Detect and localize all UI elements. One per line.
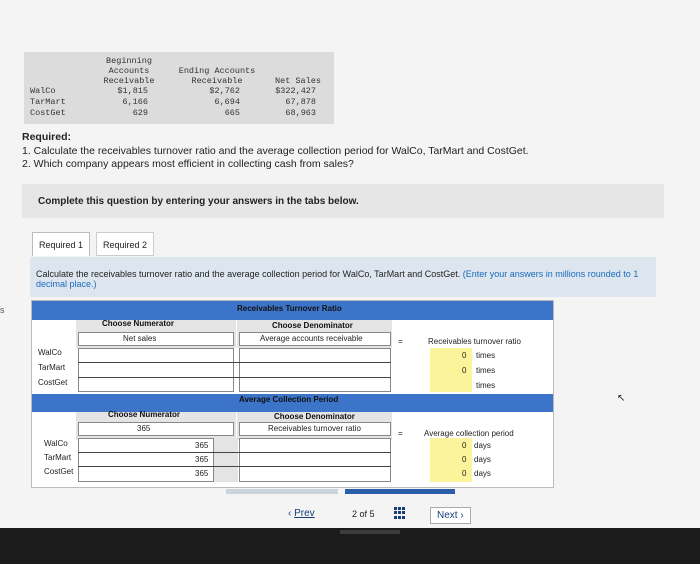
collection-answer[interactable]: 0 <box>462 441 467 450</box>
turnover-title: Receivables Turnover Ratio <box>237 304 342 313</box>
prev-button[interactable] <box>288 508 315 519</box>
edge-mark: s <box>0 305 5 315</box>
beginning-value: $1,815 <box>117 86 148 96</box>
numerator-value: Net sales <box>123 334 157 343</box>
numerator-365: 365 <box>195 469 209 478</box>
equals-sign: = <box>398 337 403 346</box>
collection-denominator-inputs[interactable] <box>239 438 391 482</box>
header-beginning-1: Beginning <box>106 56 152 66</box>
tab-required-1[interactable]: Required 1 <box>32 232 90 256</box>
choose-denominator-label: Choose Denominator <box>272 321 353 330</box>
chevron-right-icon: › <box>460 510 464 521</box>
instruction-text: Complete this question by entering your answers in the tabs below. <box>38 196 359 207</box>
turnover-numerator-select[interactable] <box>78 332 234 346</box>
collection-title: Average Collection Period <box>239 395 339 404</box>
turnover-numerator-inputs[interactable] <box>78 348 234 392</box>
page-indicator: 2 of 5 <box>352 509 375 519</box>
ending-value: $2,762 <box>209 86 240 96</box>
company-label: TarMart <box>38 363 66 372</box>
denominator-value: Receivables turnover ratio <box>268 424 361 433</box>
grid-icon[interactable] <box>394 507 406 519</box>
times-unit: times <box>476 366 496 375</box>
company-label: TarMart <box>44 453 72 462</box>
progress-bar-current <box>345 489 455 494</box>
equals-sign: = <box>398 429 403 438</box>
next-label: Next <box>437 510 458 521</box>
instruction-box <box>22 184 664 218</box>
question-main: Calculate the receivables turnover ratio and the average collection period for WalCo, TarMart and CostGet. <box>36 269 461 279</box>
choose-numerator-label: Choose Numerator <box>108 410 181 419</box>
numerator-value: 365 <box>137 424 151 433</box>
net-sales-value: $322,427 <box>275 86 316 96</box>
company-name: CostGet <box>30 108 66 118</box>
row-divider <box>78 362 391 363</box>
next-button[interactable] <box>430 507 471 524</box>
question-box <box>30 257 656 297</box>
company-name: WalCo <box>30 86 56 96</box>
header-ending-1: Ending Accounts <box>178 66 256 76</box>
required-heading: Required: <box>22 131 72 143</box>
chevron-left-icon: ‹ <box>288 508 292 519</box>
numerator-365: 365 <box>195 441 209 450</box>
turnover-denominator-inputs[interactable] <box>239 348 391 392</box>
header-beginning <box>98 56 160 86</box>
choose-denominator-label: Choose Denominator <box>274 412 355 421</box>
numerator-365: 365 <box>195 455 209 464</box>
collection-numerator-select[interactable] <box>78 422 234 436</box>
collection-denominator-select[interactable] <box>239 422 391 436</box>
times-unit: times <box>476 351 496 360</box>
company-name: TarMart <box>30 97 66 107</box>
ending-value: 665 <box>224 108 240 118</box>
company-label: CostGet <box>38 378 68 387</box>
company-label: WalCo <box>38 348 62 357</box>
header-beginning-3: Receivable <box>103 76 155 86</box>
row-divider <box>78 377 391 378</box>
header-ending-2: Receivable <box>191 76 243 86</box>
question-text <box>36 269 648 289</box>
progress-bar-track <box>226 489 338 494</box>
days-unit: days <box>474 469 491 478</box>
net-sales-value: 68,963 <box>285 108 316 118</box>
tab-required-2[interactable]: Required 2 <box>96 232 154 256</box>
mouse-cursor-icon: ↖ <box>617 393 626 404</box>
question-note: (Enter your answers in millions rounded to 1 decimal place.) <box>36 269 639 289</box>
header-ending <box>172 66 262 86</box>
beginning-value: 629 <box>132 108 148 118</box>
collection-numerator-inputs[interactable] <box>78 438 214 482</box>
turnover-result-label: Receivables turnover ratio <box>428 337 521 346</box>
header-net-sales: Net Sales <box>275 76 321 86</box>
header-beginning-2: Accounts <box>108 66 150 76</box>
times-unit: times <box>476 381 496 390</box>
row-divider <box>78 452 391 453</box>
numerator-values-cell <box>214 438 238 482</box>
required-line-1: 1. Calculate the receivables turnover ratio and the average collection period for WalCo, TarMart and CostGet. <box>22 145 529 157</box>
days-unit: days <box>474 455 491 464</box>
prev-label: Prev <box>294 508 315 519</box>
ending-value: 6,694 <box>214 97 240 107</box>
collection-result-label: Average collection period <box>424 429 514 438</box>
required-line-2: 2. Which company appears most efficient in collecting cash from sales? <box>22 158 354 170</box>
turnover-answer[interactable]: 0 <box>462 366 467 375</box>
denominator-value: Average accounts receivable <box>260 334 363 343</box>
collection-answer[interactable]: 0 <box>462 469 467 478</box>
turnover-answer[interactable]: 0 <box>462 351 467 360</box>
choose-numerator-label: Choose Numerator <box>102 319 175 328</box>
turnover-denominator-select[interactable] <box>239 332 391 346</box>
net-sales-value: 67,878 <box>285 97 316 107</box>
footer-hint <box>340 530 400 534</box>
receivables-data-table <box>24 52 334 124</box>
calculation-grid <box>31 300 554 488</box>
collection-answer[interactable]: 0 <box>462 455 467 464</box>
company-label: WalCo <box>44 439 68 448</box>
beginning-value: 6,166 <box>122 97 148 107</box>
row-divider <box>78 466 391 467</box>
days-unit: days <box>474 441 491 450</box>
company-label: CostGet <box>44 467 74 476</box>
